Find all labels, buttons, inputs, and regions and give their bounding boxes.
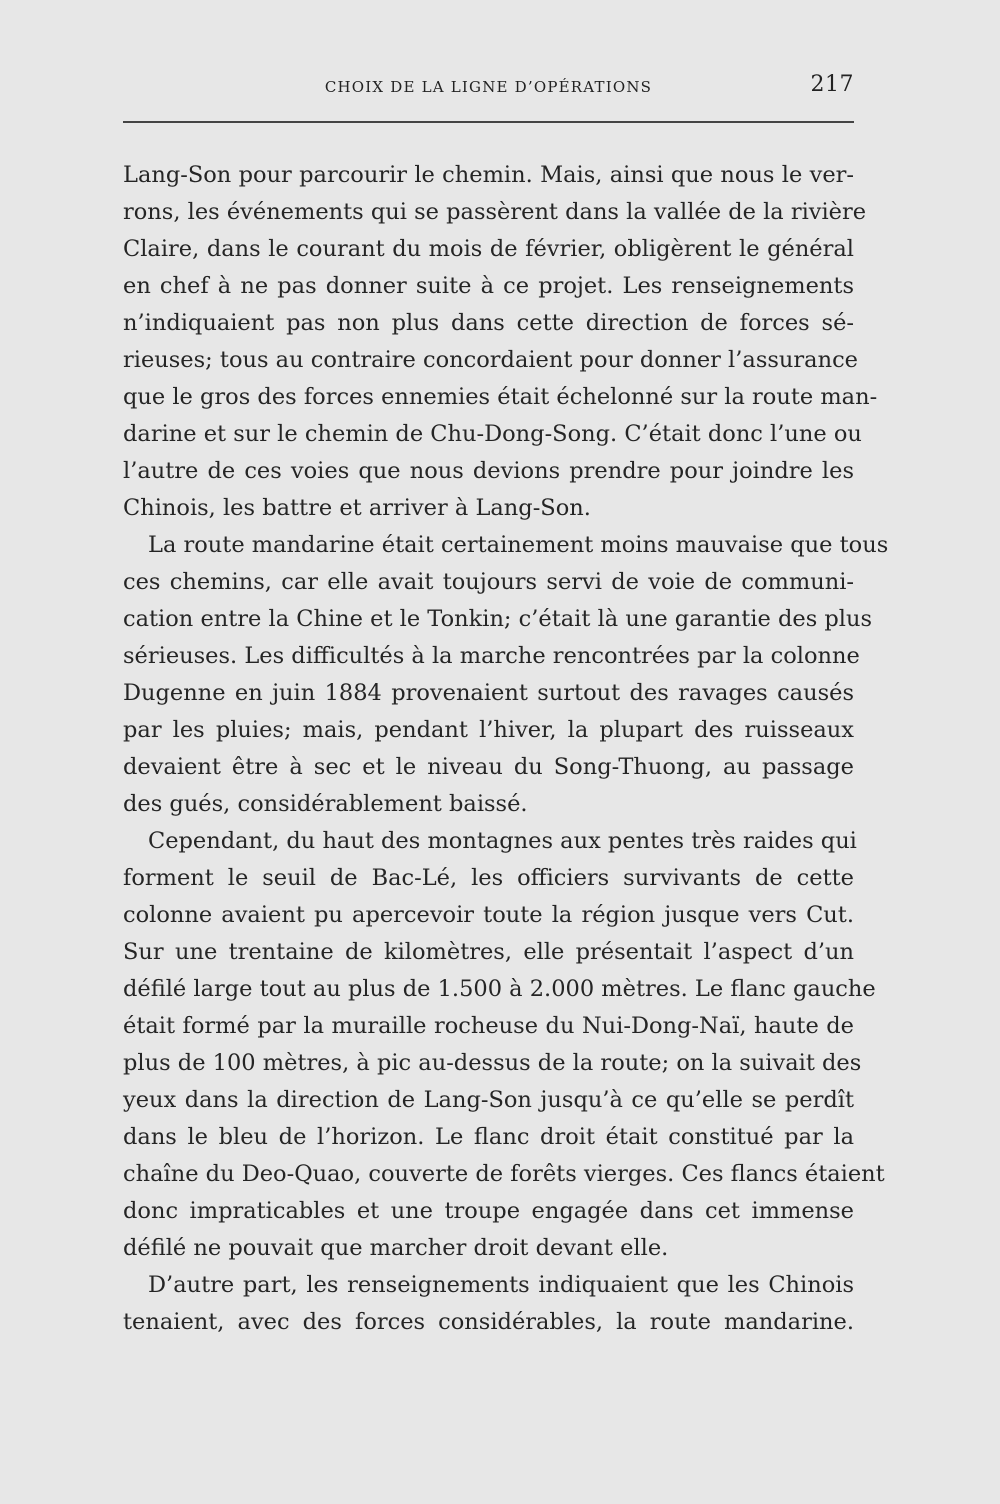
text-line: Chinois, les battre et arriver à Lang-Son. <box>123 495 591 521</box>
text-line: des gués, considérablement baissé. <box>123 791 528 817</box>
text-line: forment le seuil de Bac-Lé, les officiers survivants de cette <box>123 865 854 891</box>
text-line: Sur une trentaine de kilomètres, elle présentait l’aspect d’un <box>123 939 854 965</box>
text-line: La route mandarine était certainement moins mauvaise que tous <box>148 532 889 558</box>
text-line: tenaient, avec des forces considérables, la route mandarine. <box>123 1309 854 1335</box>
text-line: était formé par la muraille rocheuse du Nui-Dong-Naï, haute de <box>123 1013 854 1039</box>
text-line: yeux dans la direction de Lang-Son jusqu’à ce qu’elle se perdît <box>123 1087 854 1113</box>
text-line: défilé ne pouvait que marcher droit devant elle. <box>123 1235 669 1261</box>
text-line: l’autre de ces voies que nous devions prendre pour joindre les <box>123 458 854 484</box>
text-line: dans le bleu de l’horizon. Le flanc droit était constitué par la <box>123 1124 854 1150</box>
text-line: en chef à ne pas donner suite à ce projet. Les renseignements <box>123 273 854 299</box>
text-line: n’indiquaient pas non plus dans cette direction de forces sé- <box>123 310 854 336</box>
text-line: Dugenne en juin 1884 provenaient surtout des ravages causés <box>123 680 854 706</box>
text-line: colonne avaient pu apercevoir toute la région jusque vers Cut. <box>123 902 854 928</box>
text-line: Lang-Son pour parcourir le chemin. Mais, ainsi que nous le ver- <box>123 162 854 188</box>
text-line: cation entre la Chine et le Tonkin; c’était là une garantie des plus <box>123 606 873 632</box>
text-line: darine et sur le chemin de Chu-Dong-Song. C’était donc l’une ou <box>123 421 862 447</box>
text-line: Claire, dans le courant du mois de février, obligèrent le général <box>123 236 854 262</box>
text-line: rieuses; tous au contraire concordaient pour donner l’assurance <box>123 347 858 373</box>
text-line: donc impraticables et une troupe engagée dans cet immense <box>123 1198 854 1224</box>
running-title: CHOIX DE LA LIGNE D’OPÉRATIONS <box>324 78 653 96</box>
text-line: sérieuses. Les difficultés à la marche rencontrées par la colonne <box>123 643 860 669</box>
header-rule <box>123 121 854 123</box>
text-line: par les pluies; mais, pendant l’hiver, la plupart des ruisseaux <box>123 717 854 743</box>
text-line: ces chemins, car elle avait toujours servi de voie de communi- <box>123 569 854 595</box>
text-line: que le gros des forces ennemies était échelonné sur la route man- <box>123 384 878 410</box>
text-line: plus de 100 mètres, à pic au-dessus de la route; on la suivait des <box>123 1050 862 1076</box>
text-line: Cependant, du haut des montagnes aux pentes très raides qui <box>148 828 857 854</box>
page-number: 217 <box>810 72 854 97</box>
page-header <box>123 70 854 106</box>
body-text <box>123 157 889 1341</box>
text-line: défilé large tout au plus de 1.500 à 2.000 mètres. Le flanc gauche <box>123 976 876 1002</box>
text-line: chaîne du Deo-Quao, couverte de forêts vierges. Ces flancs étaient <box>123 1161 885 1187</box>
text-line: D’autre part, les renseignements indiquaient que les Chinois <box>148 1272 854 1298</box>
text-line: rons, les événements qui se passèrent dans la vallée de la rivière <box>123 199 867 225</box>
text-line: devaient être à sec et le niveau du Song-Thuong, au passage <box>123 754 854 780</box>
